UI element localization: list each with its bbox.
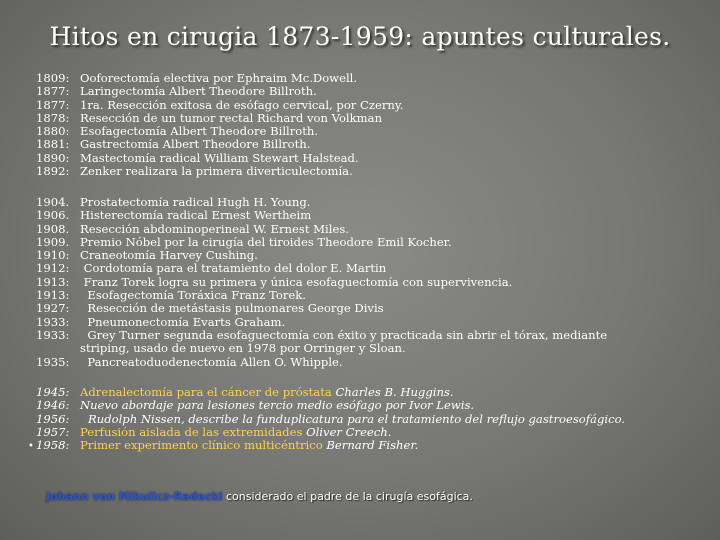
event: Pneumonectomía Evarts Graham. (80, 314, 286, 329)
event: Cordotomía para el tratamiento del dolor E. Martin (80, 261, 387, 276)
year: 1809: (36, 71, 70, 85)
event: Mastectomía radical William Stewart Halstead. (80, 150, 359, 165)
year: 1892: (36, 164, 70, 179)
surgeon-name: Bernard Fisher. (326, 438, 419, 453)
timeline-row (36, 276, 660, 289)
event: Prostatectomía radical Hugh H. Young. (80, 195, 311, 209)
event: Grey Turner segunda esofaguectomía con éxito y practicada sin abrir el tórax, mediante striping, usado de nuevo en 1978 por Orringer y Sloan. (80, 327, 611, 356)
timeline-row (36, 152, 404, 165)
year: 1904. (36, 195, 70, 209)
timeline-row (36, 249, 660, 262)
year: 1927: (36, 301, 70, 316)
footer-text: considerado el padre de la cirugía esofágica. (222, 490, 473, 503)
timeline-row (36, 138, 404, 151)
timeline-row (36, 85, 404, 98)
timeline-row (36, 125, 404, 138)
year: 1906. (36, 208, 70, 223)
timeline-row (36, 196, 660, 209)
event: Resección de un tumor rectal Richard von Volkman (80, 110, 383, 125)
year: 1935: (36, 354, 70, 369)
year: 1956: (36, 411, 70, 426)
event: Nuevo abordaje para lesiones tercio medio esófago por Ivor Lewis. (80, 398, 475, 413)
footer-name: Johann von Mikulicz-Radecki (46, 490, 223, 503)
year: 1909. (36, 234, 70, 249)
timeline-row (36, 386, 678, 399)
year: 1877: (36, 84, 70, 99)
year: 1913: (36, 274, 70, 289)
timeline-row (36, 72, 404, 85)
timeline-row (36, 356, 660, 369)
year: 1910: (36, 248, 70, 263)
event: Primer experimento clínico multicéntrico (80, 438, 323, 453)
timeline-row (36, 302, 660, 315)
year: 1945: (36, 385, 70, 399)
event: Franz Torek logra su primera y única esofaguectomía con supervivencia. (80, 274, 513, 289)
timeline-row (36, 413, 678, 426)
timeline-group-1 (36, 72, 404, 178)
footer-note (46, 490, 473, 503)
timeline-row (36, 209, 660, 222)
year: 1933: (36, 327, 70, 342)
event: Pancreatoduodenectomía Allen O. Whipple. (80, 354, 343, 369)
timeline-row (36, 439, 678, 452)
year: 1946: (36, 398, 70, 413)
surgeon-name: Oliver Creech. (306, 424, 392, 439)
timeline-row (36, 165, 404, 178)
timeline-row (36, 316, 660, 329)
year: 1877: (36, 97, 70, 112)
year: 1881: (36, 137, 70, 152)
event: Adrenalectomía para el cáncer de próstata (80, 385, 332, 399)
event: Ooforectomía electiva por Ephraim Mc.Dowell. (80, 71, 358, 85)
timeline-row (36, 399, 678, 412)
year: 1880: (36, 124, 70, 139)
year: 1957: (36, 424, 70, 439)
event: Rudolph Nissen, describe la funduplicatura para el tratamiento del reflujo gastroesofágico. (88, 411, 626, 426)
event: Perfusión aislada de las extremidades (80, 424, 303, 439)
year: 1878: (36, 110, 70, 125)
timeline-group-3 (36, 386, 678, 452)
timeline-row (36, 289, 660, 302)
timeline-row (36, 262, 660, 275)
timeline-row (36, 112, 404, 125)
event: Esofagectomía Toráxica Franz Torek. (80, 288, 306, 303)
timeline-row (36, 329, 660, 356)
surgeon-name: Charles B. Huggins. (335, 385, 454, 399)
timeline-group-2 (36, 196, 660, 369)
event: 1ra. Resección exitosa de esófago cervical, por Czerny. (80, 97, 404, 112)
bullet-mark: • (28, 441, 34, 452)
slide-title: Hitos en cirugia 1873-1959: apuntes culturales. (49, 22, 671, 51)
event: Zenker realizara la primera diverticulectomía. (80, 164, 353, 179)
event: Histerectomía radical Ernest Wertheim (80, 208, 312, 223)
event: Gastrectomía Albert Theodore Billroth. (80, 137, 311, 152)
year: 1958: (36, 438, 70, 453)
event: Resección de metástasis pulmonares George Divis (80, 301, 384, 316)
timeline-row (36, 223, 660, 236)
timeline-row (36, 426, 678, 439)
year: 1912: (36, 261, 70, 276)
event: Craneotomía Harvey Cushing. (80, 248, 258, 263)
event: Premio Nóbel por la cirugía del tiroides Theodore Emil Kocher. (80, 234, 452, 249)
event: Resección abdominoperineal W. Ernest Miles. (80, 221, 349, 236)
event: Esofagectomía Albert Theodore Billroth. (80, 124, 319, 139)
year: 1933: (36, 314, 70, 329)
year: 1890: (36, 150, 70, 165)
year: 1913: (36, 288, 70, 303)
year: 1908. (36, 221, 70, 236)
timeline-row (36, 236, 660, 249)
timeline-row (36, 99, 404, 112)
event: Laringectomía Albert Theodore Billroth. (80, 84, 317, 99)
